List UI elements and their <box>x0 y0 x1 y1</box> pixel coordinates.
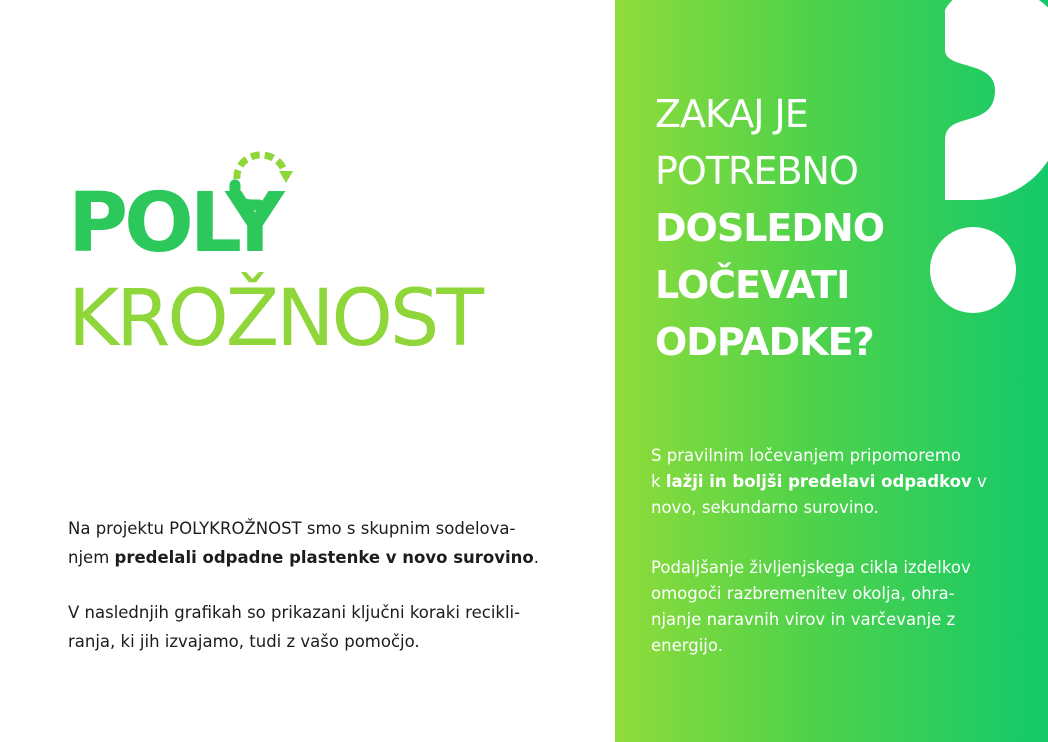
title-line-2: POTREBNO <box>655 149 858 193</box>
exp-p1-line3: novo, sekundarno surovino. <box>651 498 879 517</box>
exp-p2-line4: energijo. <box>651 636 723 655</box>
right-panel <box>615 0 1048 742</box>
exp-p2-line2: omogoči razbremenitev okolja, ohra- <box>651 584 955 603</box>
exp-p2-line3: njanje naravnih virov in varčevanje z <box>651 610 956 629</box>
explanation-text <box>651 443 996 693</box>
exp-p1-bold: lažji in boljši predelavi odpadkov <box>665 472 972 491</box>
page-title <box>655 86 955 371</box>
polykroznost-logo <box>68 145 528 375</box>
intro-text <box>68 514 568 682</box>
title-line-5: ODPADKE? <box>655 320 874 364</box>
intro-p1-line2: njem <box>68 548 115 567</box>
exp-p2-line1: Podaljšanje življenjskega cikla izdelkov <box>651 558 971 577</box>
logo-kroznost-text: KROŽNOST <box>68 274 482 364</box>
intro-p2-line1: V naslednjih grafikah so prikazani ključni koraki recikli- <box>68 603 521 622</box>
title-line-3: DOSLEDNO <box>655 206 885 250</box>
exp-p1-line2-start: k <box>651 472 666 491</box>
exp-p1-line2-end: v <box>971 472 987 491</box>
intro-p1-end: . <box>533 548 540 567</box>
title-line-4: LOČEVATI <box>655 263 850 307</box>
explanation-paragraph-2 <box>651 555 996 659</box>
intro-p2-line2: ranja, ki jih izvajamo, tudi z vašo pomočjo. <box>68 632 420 651</box>
title-line-1: ZAKAJ JE <box>655 92 808 136</box>
logo-poly-text: POLY <box>68 176 281 271</box>
explanation-paragraph-1 <box>651 443 996 521</box>
intro-p1-bold: predelali odpadne plastenke v novo surovino <box>114 548 534 567</box>
intro-paragraph-1 <box>68 514 568 572</box>
intro-paragraph-2 <box>68 598 568 656</box>
intro-p1-line1: Na projektu POLYKROŽNOST smo s skupnim sodelova- <box>68 519 516 538</box>
exp-p1-line1: S pravilnim ločevanjem pripomoremo <box>651 446 961 465</box>
